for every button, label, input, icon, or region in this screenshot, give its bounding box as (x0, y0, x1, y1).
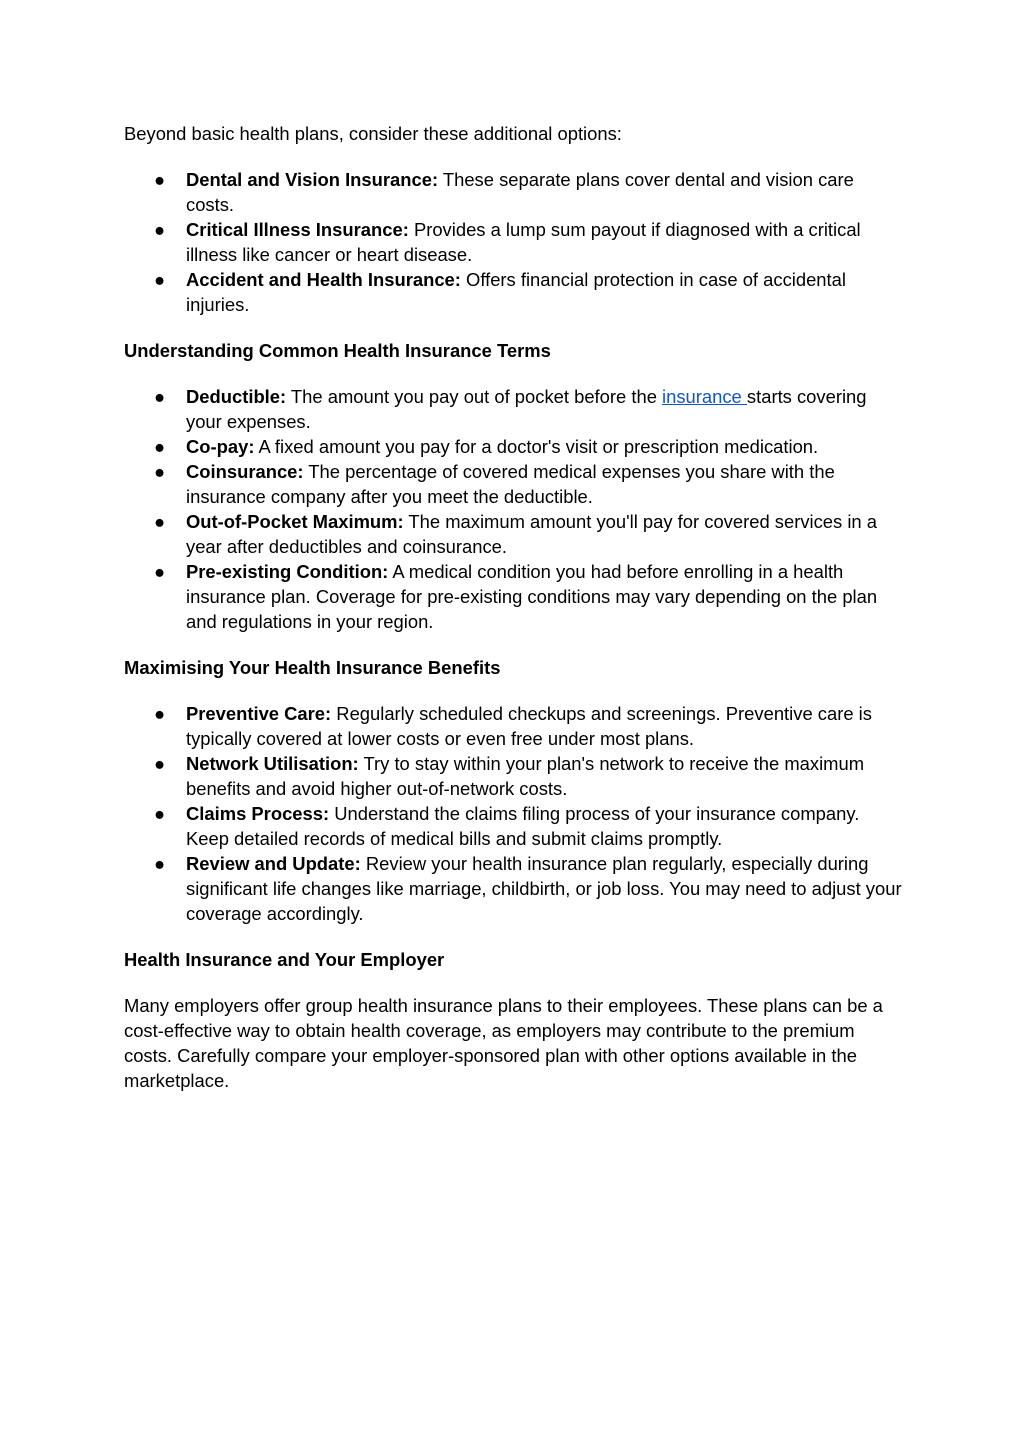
item-text: A fixed amount you pay for a doctor's visit or prescription medication. (254, 436, 819, 457)
item-text: Offers financial protection in case of accidental injuries. (186, 269, 846, 315)
benefits-list (124, 701, 902, 926)
item-term: Pre-existing Condition: (186, 561, 389, 582)
item-term: Critical Illness Insurance: (186, 219, 409, 240)
bullet-icon: ● (154, 386, 166, 407)
list-item (124, 751, 902, 801)
list-item (124, 851, 902, 926)
terms-list (124, 384, 902, 634)
bullet-icon: ● (154, 561, 166, 582)
list-item (124, 509, 902, 559)
bullet-icon: ● (154, 436, 166, 457)
item-text: Regularly scheduled checkups and screenings. Preventive care is typically covered at lower costs or even free under most plans. (186, 703, 872, 749)
list-item (124, 559, 902, 634)
item-term: Preventive Care: (186, 703, 332, 724)
item-term: Accident and Health Insurance: (186, 269, 461, 290)
bullet-icon: ● (154, 219, 166, 240)
bullet-icon: ● (154, 703, 166, 724)
item-term: Claims Process: (186, 803, 330, 824)
list-item (124, 217, 902, 267)
item-term: Coinsurance: (186, 461, 304, 482)
item-term: Out-of-Pocket Maximum: (186, 511, 404, 532)
item-term: Review and Update: (186, 853, 361, 874)
list-item (124, 267, 902, 317)
bullet-icon: ● (154, 511, 166, 532)
insurance-link[interactable]: insurance (662, 386, 747, 407)
item-term: Dental and Vision Insurance: (186, 169, 439, 190)
list-item (124, 459, 902, 509)
item-text: The percentage of covered medical expenses you share with the insurance company after you meet the deductible. (186, 461, 835, 507)
item-text: The maximum amount you'll pay for covered services in a year after deductibles and coinsurance. (186, 511, 877, 557)
employer-paragraph: Many employers offer group health insurance plans to their employees. These plans can be a cost-effective way to obtain health coverage, as employers may contribute to the premium costs. Carefully compare your employer-sponsored plan with other options available in the marketplace. (124, 995, 883, 1091)
item-text: Review your health insurance plan regularly, especially during significant life changes like marriage, childbirth, or job loss. You may need to adjust your coverage accordingly. (186, 853, 902, 924)
list-item (124, 167, 902, 217)
bullet-icon: ● (154, 461, 166, 482)
list-item (124, 384, 902, 434)
item-term: Network Utilisation: (186, 753, 359, 774)
benefits-heading: Maximising Your Health Insurance Benefits (124, 657, 501, 678)
bullet-icon: ● (154, 169, 166, 190)
list-item (124, 434, 902, 459)
item-term: Co-pay: (186, 436, 255, 457)
item-text: Try to stay within your plan's network to receive the maximum benefits and avoid higher out-of-network costs. (186, 753, 865, 799)
additional-options-list (124, 167, 902, 317)
terms-heading: Understanding Common Health Insurance Terms (124, 340, 551, 361)
item-text: Understand the claims filing process of your insurance company. Keep detailed records of medical bills and submit claims promptly. (186, 803, 860, 849)
item-text: starts covering your expenses. (186, 386, 867, 432)
list-item (124, 701, 902, 751)
intro-paragraph: Beyond basic health plans, consider these additional options: (124, 123, 622, 144)
item-text: The amount you pay out of pocket before the (286, 386, 663, 407)
item-text: These separate plans cover dental and vision care costs. (186, 169, 854, 215)
document-page (124, 121, 902, 1093)
item-text: Provides a lump sum payout if diagnosed with a critical illness like cancer or heart disease. (186, 219, 861, 265)
bullet-icon: ● (154, 853, 166, 874)
bullet-icon: ● (154, 753, 166, 774)
bullet-icon: ● (154, 803, 166, 824)
list-item (124, 801, 902, 851)
item-text: A medical condition you had before enrolling in a health insurance plan. Coverage for pre-existing conditions may vary depending on the plan and regulations in your region. (186, 561, 878, 632)
bullet-icon: ● (154, 269, 166, 290)
employer-heading: Health Insurance and Your Employer (124, 949, 445, 970)
item-term: Deductible: (186, 386, 287, 407)
